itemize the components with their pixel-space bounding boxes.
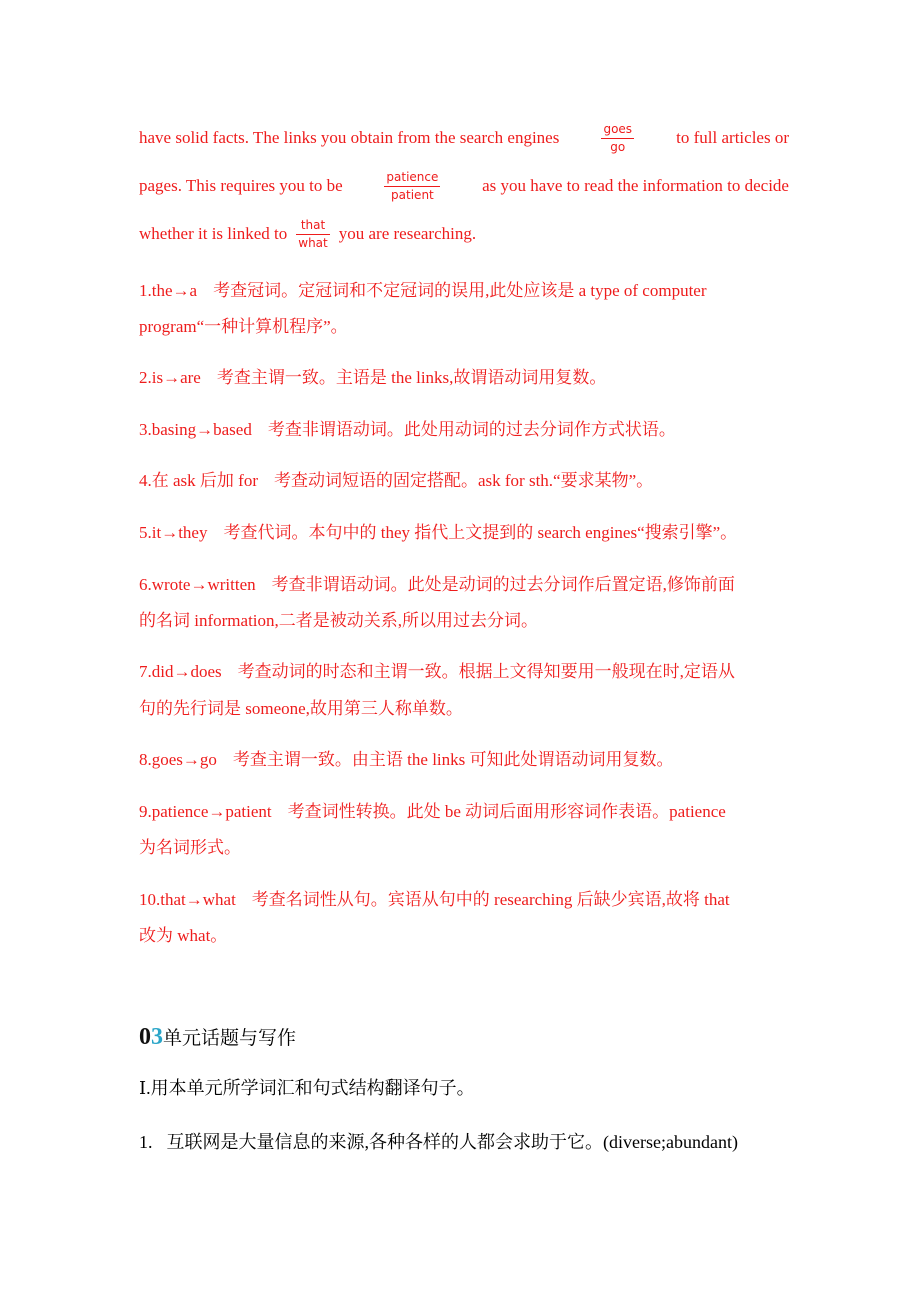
answer-item (139, 471, 789, 491)
correction-fraction (296, 219, 329, 250)
answer-item (139, 368, 789, 388)
answer-text: 考查主谓一致。主语是 the links,故谓语动词用复数。 (216, 368, 607, 387)
answer-item-continued (139, 611, 789, 631)
answer-item (139, 802, 789, 822)
fraction-corrected: patient (391, 187, 434, 202)
fraction-original: that (296, 219, 329, 235)
answer-text: 改为 what。 (139, 926, 228, 945)
answer-text: 考查动词的时态和主谓一致。根据上文得知要用一般现在时,定语从 (237, 662, 735, 681)
correction-fraction (384, 171, 440, 202)
answer-text: 考查动词短语的固定搭配。ask for sth.“要求某物”。 (273, 471, 654, 490)
answer-item (139, 420, 789, 440)
answer-head: 9.patience→patient (139, 802, 272, 821)
fraction-original: patience (384, 171, 440, 187)
answer-text: program“一种计算机程序”。 (139, 317, 348, 336)
passage-line-2 (139, 166, 789, 206)
answer-item (139, 575, 789, 595)
answer-text: 句的先行词是 someone,故用第三人称单数。 (139, 699, 463, 718)
passage-text: as you have to read the information to decide (482, 176, 789, 195)
question-text: 互联网是大量信息的来源,各种各样的人都会求助于它。(diverse;abundant) (166, 1132, 738, 1152)
answer-text: 考查词性转换。此处 be 动词后面用形容词作表语。patience (287, 802, 726, 821)
answer-head: 5.it→they (139, 523, 208, 542)
answer-head: 2.is→are (139, 368, 201, 387)
answer-text: 考查冠词。定冠词和不定冠词的误用,此处应该是 a type of computer (213, 281, 707, 300)
answer-text: 考查主谓一致。由主语 the links 可知此处谓语动词用复数。 (232, 750, 674, 769)
answer-head: 7.did→does (139, 662, 222, 681)
answer-item (139, 523, 789, 543)
answer-head: 6.wrote→written (139, 575, 256, 594)
question-number: 1. (139, 1132, 153, 1152)
answer-item (139, 750, 789, 770)
section-title: 单元话题与写作 (163, 1028, 297, 1049)
answer-text: 考查名词性从句。宾语从句中的 researching 后缺少宾语,故将 that (251, 890, 730, 909)
section-heading (139, 1024, 296, 1052)
answer-head: 8.goes→go (139, 750, 217, 769)
fraction-corrected: go (610, 139, 626, 154)
answer-item-continued (139, 926, 789, 946)
answer-text: 考查代词。本句中的 they 指代上文提到的 search engines“搜索引擎”。 (223, 523, 738, 542)
passage-text: pages. This requires you to be (139, 176, 343, 195)
passage-text: whether it is linked to (139, 224, 288, 243)
answer-head: 10.that→what (139, 890, 236, 909)
passage-text: to full articles or (676, 128, 789, 147)
passage-line-1 (139, 118, 789, 158)
passage-line-3 (139, 214, 789, 254)
answer-item-continued (139, 838, 789, 858)
answer-head: 1.the→a (139, 281, 198, 300)
section-subtitle: Ⅰ.用本单元所学词汇和句式结构翻译句子。 (139, 1078, 475, 1098)
passage-text: you are researching. (338, 224, 477, 243)
answer-item-continued (139, 699, 789, 719)
answer-text: 考查非谓语动词。此处用动词的过去分词作方式状语。 (267, 420, 676, 439)
fraction-corrected: what (298, 235, 328, 250)
answer-text: 的名词 information,二者是被动关系,所以用过去分词。 (139, 611, 539, 630)
answer-item (139, 662, 789, 682)
answer-item-continued (139, 317, 789, 337)
answer-item (139, 890, 789, 910)
answer-head: 4.在 ask 后加 for (139, 471, 258, 490)
answer-head: 3.basing→based (139, 420, 252, 439)
passage-text: have solid facts. The links you obtain from the search engines (139, 128, 560, 147)
answer-text: 为名词形式。 (139, 838, 241, 857)
section-number: 03 (139, 1024, 163, 1050)
question-item (139, 1132, 789, 1152)
correction-fraction (601, 123, 634, 154)
answer-text: 考查非谓语动词。此处是动词的过去分词作后置定语,修饰前面 (271, 575, 735, 594)
fraction-original: goes (601, 123, 634, 139)
answer-item (139, 281, 789, 301)
